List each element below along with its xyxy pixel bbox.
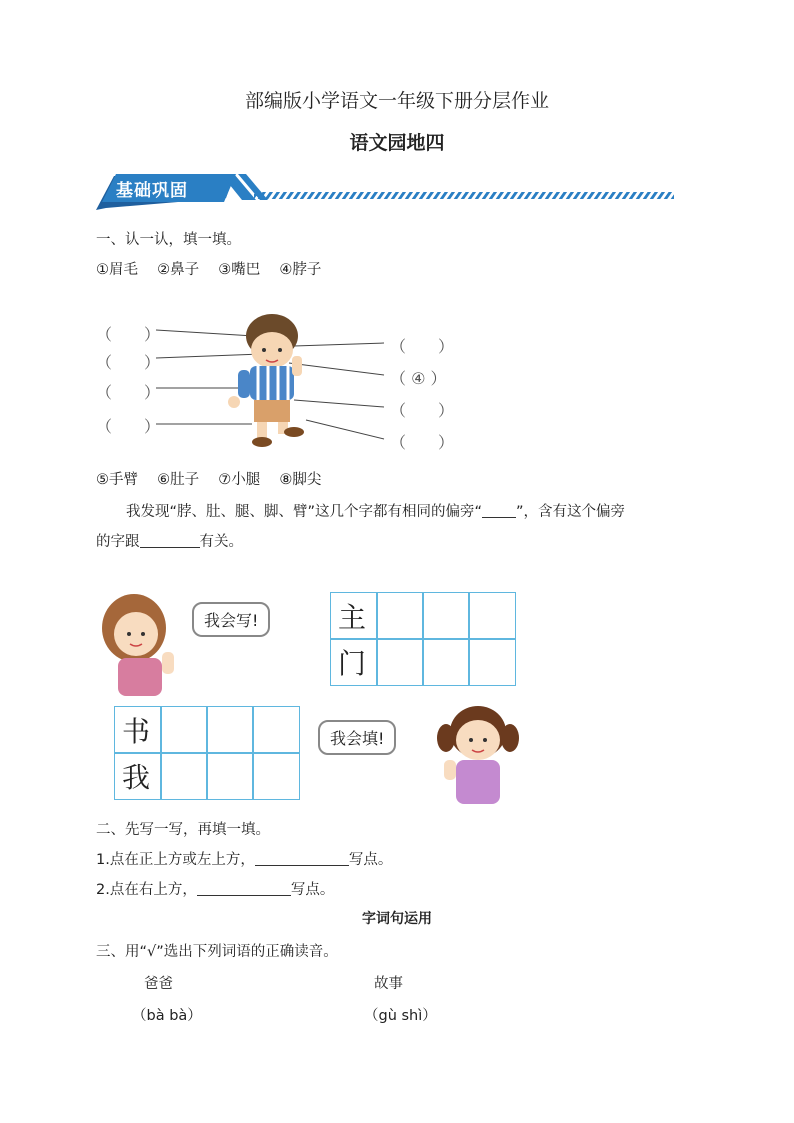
model-char: 门 [338,647,367,680]
blank-paren[interactable]: （ ） [96,417,161,436]
q2-item-2-end: 写点。 [290,882,335,898]
grid-cell[interactable] [252,752,300,800]
model-char: 主 [338,601,367,634]
q1-heading: 一、认一认，填一填。 [96,232,241,248]
sentence-2-start: 的字跟 [96,534,140,550]
grid-cell[interactable] [376,638,424,686]
grid-cell[interactable] [376,592,424,640]
q2-heading: 二、先写一写，再填一填。 [96,822,270,838]
blank-paren[interactable]: （ ） [96,383,161,402]
blank-paren[interactable]: （ ） [96,325,161,344]
answer-blank[interactable] [197,881,291,896]
grid-cell[interactable] [206,706,254,754]
grid-cell[interactable] [468,638,516,686]
filled-answer: ④ [411,369,426,388]
grid-cell[interactable] [252,706,300,754]
model-char: 我 [122,761,151,794]
grid-cell[interactable] [468,592,516,640]
grid-cell[interactable] [422,592,470,640]
q2-item-2-text: 2.点在右上方， [96,882,197,898]
answer-blank[interactable] [255,851,349,866]
writing-practice-figure [96,584,526,810]
blank-paren[interactable]: （ ） [390,401,455,420]
q3-word: 故事 [374,976,403,992]
lesson-title: 语文园地四 [349,132,445,154]
q1-sentence-2 [96,530,243,551]
section-banner [96,170,686,212]
banner-label: 基础巩固 [116,181,188,201]
speech-bubble-fill: 我会填! [318,720,396,755]
grid-cell[interactable] [160,752,208,800]
meaning-blank[interactable] [140,533,200,548]
section-heading: 字词句运用 [362,911,432,927]
writing-grid-bottom [114,706,300,800]
writing-grid-top [330,592,516,686]
model-char: 书 [122,715,151,748]
blank-paren-filled[interactable]: （ ④ ） [390,369,447,388]
grid-cell[interactable] [422,638,470,686]
speech-bubble-write: 我会写! [192,602,270,637]
q3-pinyin[interactable]: （bà bà） [132,1008,202,1024]
boy-illustration [94,308,458,458]
blank-paren[interactable]: （ ） [390,433,455,452]
sentence-1-end: ”，含有这个偏旁 [516,504,626,520]
grid-cell[interactable] [206,752,254,800]
q3-heading: 三、用“√”选出下列词语的正确读音。 [96,944,338,960]
q1-sentence-1 [126,500,625,521]
q1-options-top: ①眉毛 ②鼻子 ③嘴巴 ④脖子 [96,262,322,278]
girl-illustration [426,702,526,808]
sentence-1-start: 我发现“脖、肚、腿、脚、臂”这几个字都有相同的偏旁“ [126,504,483,520]
radical-blank[interactable] [482,503,516,518]
girl-illustration [96,592,206,698]
q2-item-2 [96,878,334,899]
q2-item-1 [96,848,392,869]
blank-paren[interactable]: （ ） [390,337,455,356]
q3-word: 爸爸 [144,976,173,992]
q1-options-bottom: ⑤手臂 ⑥肚子 ⑦小腿 ⑧脚尖 [96,472,322,488]
q3-pinyin[interactable]: （gù shì） [364,1008,437,1024]
q2-item-1-text: 1.点在正上方或左上方， [96,852,255,868]
blank-paren[interactable]: （ ） [96,353,161,372]
sentence-2-end: 有关。 [199,534,243,550]
grid-cell[interactable] [160,706,208,754]
page-title: 部编版小学语文一年级下册分层作业 [244,90,549,112]
body-parts-diagram [94,308,458,458]
q2-item-1-end: 写点。 [348,852,393,868]
